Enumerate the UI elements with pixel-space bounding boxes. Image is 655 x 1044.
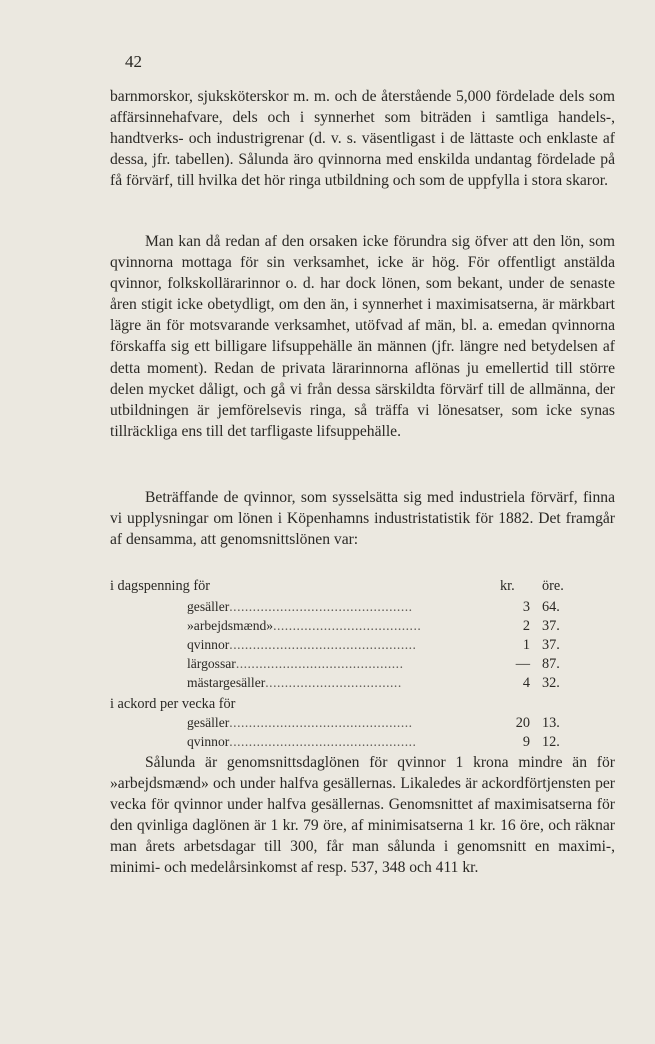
header-kr: kr. [500, 578, 515, 594]
paragraph-3 [110, 487, 615, 550]
paragraph-3-text: Beträffande de qvinnor, som sysselsätta sig med industriela förvärf, finna vi upplysningar om lönen i Köpenhamns industristatistik för 1882. Det framgår af densamma, att genomsnittslönen var: [110, 489, 615, 549]
row-kr: 4 [522, 675, 530, 691]
row-label: gesäller [187, 599, 230, 614]
row-label: qvinnor [187, 734, 230, 749]
dot-leader: ........................................... [235, 656, 404, 671]
dot-leader: ................................................ [229, 734, 417, 749]
row-kr: 9 [522, 734, 530, 750]
row-label: qvinnor [187, 637, 230, 652]
paragraph-4 [110, 752, 615, 879]
header-ore: öre. [542, 578, 564, 594]
table-row [110, 734, 615, 751]
row-ore: 12. [542, 734, 560, 750]
row-kr: 2 [522, 618, 530, 634]
row-kr: 1 [522, 637, 530, 653]
row-label: mästargesäller [187, 675, 266, 690]
section-title-ackord: i ackord per vecka för [110, 696, 236, 712]
section-2-title-row [110, 696, 615, 713]
page-number: 42 [125, 52, 142, 71]
table-row [110, 618, 615, 635]
row-ore: 37. [542, 618, 560, 634]
table-row [110, 715, 615, 732]
paragraph-2 [110, 231, 615, 442]
table-row [110, 637, 615, 654]
row-kr: 20 [515, 715, 530, 731]
table-row [110, 599, 615, 616]
paragraph-2-text: Man kan då redan af den orsaken icke förundra sig öfver att den lön, som qvinnorna mottaga för sin verksamhet, icke är hög. För offentligt anstälda qvinnor, folkskollärarinnor o. d. har dock lönen, som bekant, under de senaste åren stigit icke obetydligt, om den än, i synnerhet i maximisatserna, är märkbart lägre än för motsvarande verksamhet, utöfvad af män, bl. a. emedan qvinnorna förskaffa sig ett billigare lifsuppehälle än männen (jfr. längre ned betydelsen af detta moment). Redan de privata lärarinnorna aflönas ju emellertid till större delen mycket dåligt, och gå vi från dessa särskildta förvärf till de allmänna, der utbildningen är jemförelsevis ringa, så träffa vi lönesatser, som icke synas tillräckliga ens till det tarfligaste lifsuppehälle. [110, 233, 615, 440]
row-ore: 87. [542, 656, 560, 672]
table-row [110, 675, 615, 692]
dot-leader: ............................................... [229, 715, 413, 730]
dot-leader: ................................... [265, 675, 402, 690]
row-kr: — [515, 656, 530, 672]
dot-leader: ...................................... [273, 618, 422, 633]
row-kr: 3 [522, 599, 530, 615]
row-label: gesäller [187, 715, 230, 730]
paragraph-1 [110, 86, 615, 191]
section-title-dagspenning: i dagspenning för [110, 578, 211, 594]
paragraph-1-text: barnmorskor, sjuksköterskor m. m. och de återstående 5,000 fördelade dels som affärsinnehafvare, dels och i synnerhet som biträden i samtliga handels-, handtverks- och industrigrenar (d. v. s. väsentligast i de lättaste och enklaste af dessa, jfr. tabellen). Sålunda äro qvinnorna med enskilda undantag fördelade på få förvärf, till hvilka det hör ringa utbildning och som de uppfylla i stora skaror. [110, 88, 615, 190]
dot-leader: ............................................... [229, 599, 413, 614]
row-ore: 64. [542, 599, 560, 615]
row-label: lärgossar [187, 656, 236, 671]
row-ore: 37. [542, 637, 560, 653]
table-row [110, 656, 615, 673]
row-label: »arbejdsmænd» [187, 618, 274, 633]
table-header-row [110, 578, 615, 595]
dot-leader: ................................................ [229, 637, 417, 652]
paragraph-4-text: Sålunda är genomsnittsdaglönen för qvinnor 1 krona mindre än för »arbejdsmænd» och under halfva gesällernas. Likaledes är ackordförtjensten per vecka för qvinnor under halfva gesällernas. Genomsnittet af maximisatserna för den qvinliga daglönen är 1 kr. 79 öre, af minimisatserna 1 kr. 16 öre, och räknar man årets arbetsdagar till 300, får man sålunda i genomsnitt en maximi-, minimi- och medelårsinkomst af resp. 537, 348 och 411 kr. [110, 754, 615, 877]
row-ore: 13. [542, 715, 560, 731]
row-ore: 32. [542, 675, 560, 691]
